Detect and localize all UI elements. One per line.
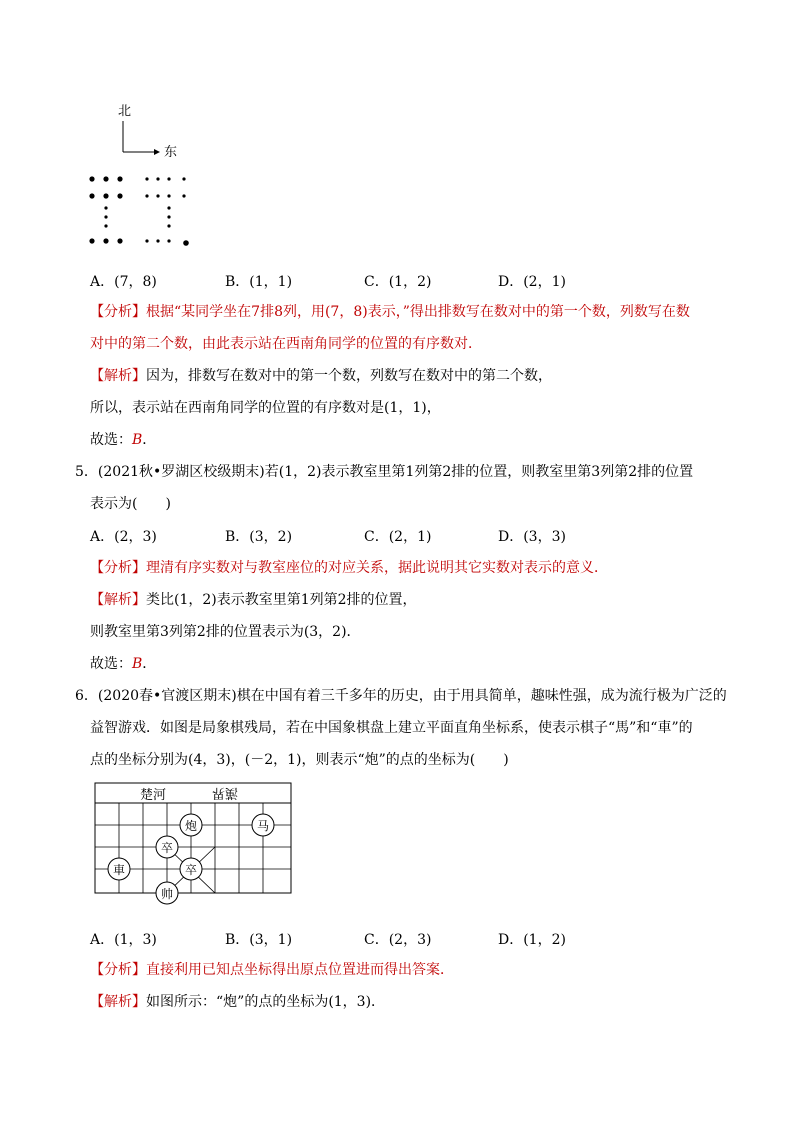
q4-solution-text: 因为，排数写在数对中的第一个数，列数写在数对中的第二个数， [146,368,552,384]
q5-analysis-text: 理清有序实数对与教室座位的对应关系，据此说明其它实数对表示的意义． [146,560,608,576]
dot [182,177,185,180]
chess-piece-shuai [156,882,178,904]
q5-solution-tag: 【解析】 [90,592,146,608]
dot [145,194,148,197]
q5-answer [90,654,156,674]
dot [104,215,107,218]
q4-solution-line1 [90,366,552,386]
q6-option-b: B．(3，1) [225,932,293,948]
dot [145,239,148,242]
dot [156,194,159,197]
q6-solution-tag: 【解析】 [90,994,146,1010]
q4-answer [90,430,156,450]
q6-stem-line3: 点的坐标分别为(4，3)，(－2，1)，则表示“炮”的点的坐标为( ) [90,752,509,768]
chess-piece-che [108,858,130,880]
q5-solution-text: 类比(1，2)表示教室里第1列第2排的位置， [146,592,417,608]
q6-number: 6． [75,688,98,704]
q4-answer-suffix: ． [142,432,157,448]
dot [167,239,170,242]
q4-option-c: C．(1，2) [364,274,432,290]
chess-piece-zu-1 [156,836,178,858]
dot [103,193,108,198]
dot [103,176,108,181]
river-label-right: 漢界 [211,785,238,800]
chess-board-figure [94,782,294,914]
dot [167,224,170,227]
dot [89,238,94,243]
q5-number: 5． [75,464,98,480]
q5-answer-letter: B [132,656,143,672]
q4-analysis-line1 [90,302,690,322]
compass-east-label: 东 [164,145,178,160]
dot [117,176,122,181]
dot [145,177,148,180]
student-dots [89,176,188,245]
piece-label: 車 [112,863,126,877]
q4-analysis-text: 根据“某同学坐在7排8列，用(7，8)表示，”得出排数写在数对中的第一个数，列数写在数 [146,304,690,320]
q4-answer-letter: B [132,432,143,448]
dot [167,206,170,209]
q4-analysis-tag: 【分析】 [90,304,146,320]
q6-analysis-tag: 【分析】 [90,962,146,978]
q4-solution-tag: 【解析】 [90,368,146,384]
piece-label: 炮 [184,819,198,833]
dot [182,194,185,197]
q5-solution-line1 [90,590,417,610]
q6-analysis-text: 直接利用已知点坐标得出原点位置进而得出答案． [146,962,454,978]
q5-stem-line2: 表示为( ) [90,496,171,512]
dot [167,177,170,180]
dot [156,239,159,242]
q4-option-b: B．(1，1) [225,274,293,290]
q4-answer-prefix: 故选： [90,432,132,448]
chess-piece-pao [180,814,202,836]
dot [104,206,107,209]
q4-option-a: A．(7，8) [90,274,157,290]
dot [183,240,189,246]
q4-analysis-line2: 对中的第二个数，由此表示站在西南角同学的位置的有序数对． [90,336,482,352]
q4-option-d: D．(2，1) [498,274,566,290]
q5-analysis-line1 [90,558,608,578]
q6-source: (2020春•官渡区期末) [97,688,237,704]
q5-stem-text: 若(1，2)表示教室里第1列第2排的位置，则教室里第3列第2排的位置 [264,464,694,480]
q6-stem-line2: 益智游戏．如图是局象棋残局，若在中国象棋盘上建立平面直角坐标系，使表示棋子“馬”和“車”的 [90,720,693,736]
q5-option-b: B．(3，2) [225,529,293,545]
q6-option-a: A．(1，3) [90,932,157,948]
dot [89,193,94,198]
q5-option-c: C．(2，1) [364,529,432,545]
piece-label: 帅 [160,887,174,901]
seating-dots-figure [80,95,220,255]
dot [167,194,170,197]
q5-analysis-tag: 【分析】 [90,560,146,576]
q5-solution-line2: 则教室里第3列第2排的位置表示为(3，2)． [90,624,361,640]
q5-option-d: D．(3，3) [498,529,566,545]
piece-label: 马 [256,819,270,833]
q6-analysis-line1 [90,960,454,980]
q6-stem-text: 棋在中国有着三千多年的历史，由于用具简单，趣味性强，成为流行极为广泛的 [236,688,727,704]
q5-stem-line1 [75,462,693,482]
q6-solution-line1 [90,992,385,1012]
dot [89,176,94,181]
dot [156,177,159,180]
piece-label: 卒 [184,863,198,877]
piece-label: 卒 [160,841,174,855]
q5-source: (2021秋•罗湖区校级期末) [97,464,265,480]
compass-arrow-head [154,149,160,155]
dot [117,238,122,243]
q6-option-d: D．(1，2) [498,932,566,948]
q6-option-c: C．(2，3) [364,932,432,948]
q5-option-a: A．(2，3) [90,529,157,545]
q5-answer-prefix: 故选： [90,656,132,672]
compass-north-label: 北 [118,104,132,119]
chess-piece-zu-2 [180,858,202,880]
dot [103,238,108,243]
q4-solution-line2: 所以，表示站在西南角同学的位置的有序数对是(1，1)， [90,400,441,416]
chess-piece-ma [252,814,274,836]
dot [104,224,107,227]
q5-answer-suffix: ． [142,656,157,672]
river-label-left: 楚河 [140,788,167,803]
q6-stem-line1 [75,686,727,706]
dot [117,193,122,198]
q6-solution-text: 如图所示：“炮”的点的坐标为(1，3)． [146,994,386,1010]
dot [167,215,170,218]
